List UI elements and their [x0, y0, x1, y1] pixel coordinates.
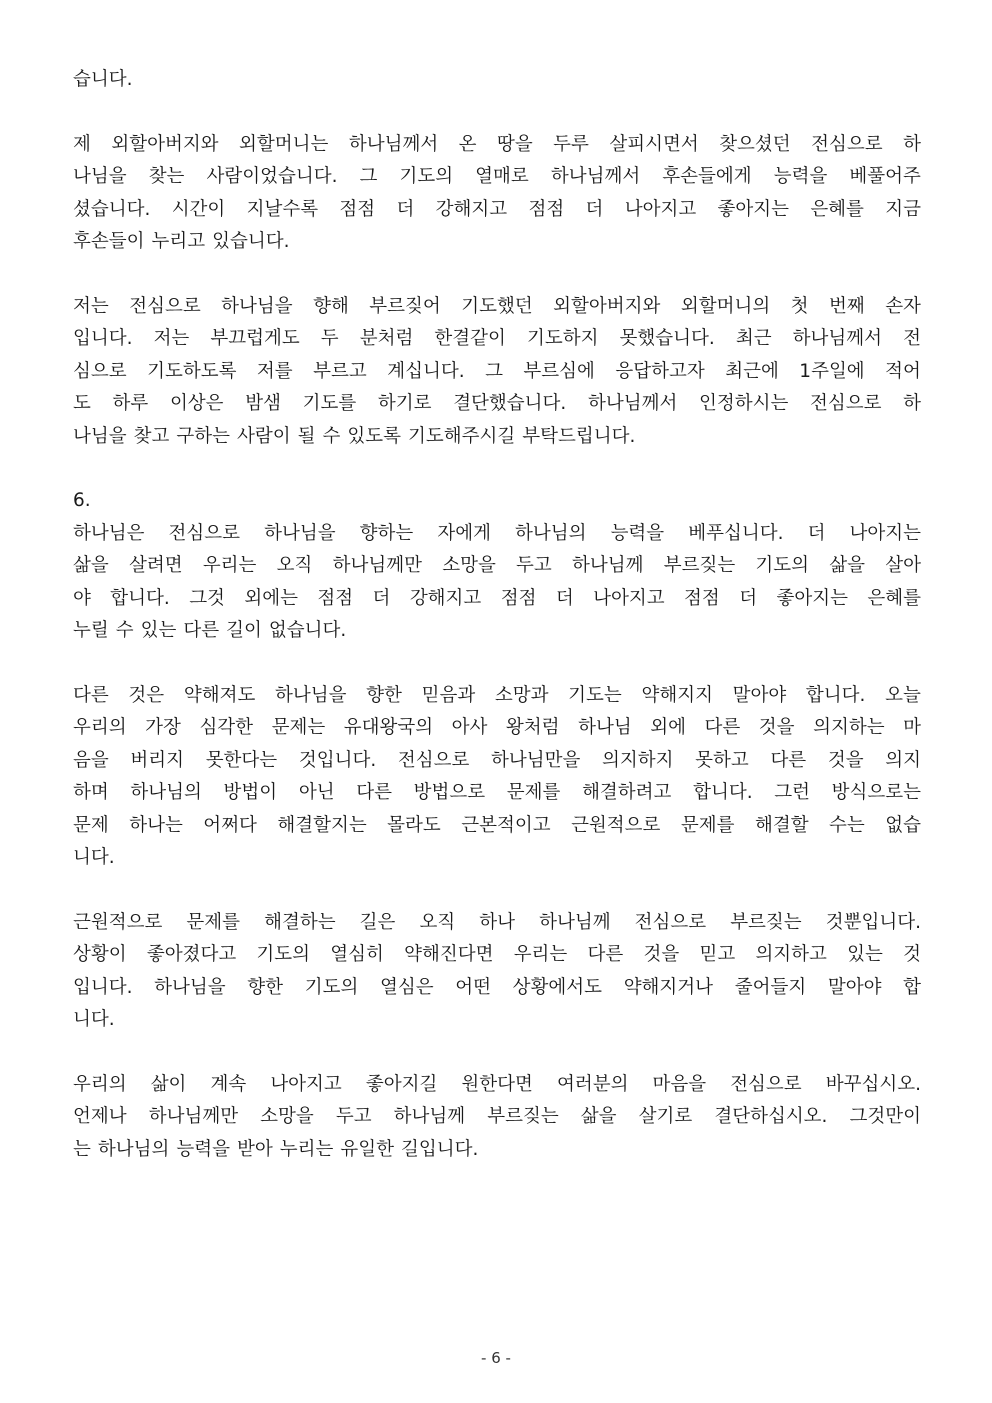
paragraphs-after-section	[73, 518, 921, 1167]
paragraph	[73, 1069, 921, 1167]
text-line: 셨습니다. 시간이 지날수록 점점 더 강해지고 점점 더 나아지고 좋아지는 은혜를 지금	[73, 198, 921, 220]
text-line: 근원적으로 문제를 해결하는 길은 오직 하나 하나님께 전심으로 부르짖는 것뿐입니다.	[73, 911, 921, 933]
text-line: 하나님은 전심으로 하나님을 향하는 자에게 하나님의 능력을 베푸십니다. 더 나아지는	[73, 522, 921, 544]
text-line: 누릴 수 있는 다른 길이 없습니다.	[73, 620, 347, 641]
text-line: 니다.	[73, 847, 115, 868]
text-line: 나님을 찾는 사람이었습니다. 그 기도의 열매로 하나님께서 후손들에게 능력을 베풀어주	[73, 166, 921, 187]
text-line: 언제나 하나님께만 소망을 두고 하나님께 부르짖는 삶을 살기로 결단하십시오. 그것만이	[73, 1106, 921, 1127]
paragraph	[73, 907, 921, 1037]
page-number: - 6 -	[481, 1349, 511, 1367]
text-line: 입니다. 저는 부끄럽게도 두 분처럼 한결같이 기도하지 못했습니다. 최근 하나님께서 전	[73, 328, 921, 349]
document-body	[73, 64, 921, 1198]
text-line: 야 합니다. 그것 외에는 점점 더 강해지고 점점 더 나아지고 점점 더 좋아지는 은혜를	[73, 587, 921, 609]
paragraph	[73, 680, 921, 875]
text-line: 상황이 좋아졌다고 기도의 열심히 약해진다면 우리는 다른 것을 믿고 의지하고 있는 것	[73, 944, 921, 965]
text-line: 하며 하나님의 방법이 아닌 다른 방법으로 문제를 해결하려고 합니다. 그런 방식으로는	[73, 782, 921, 803]
text-line: 우리의 삶이 계속 나아지고 좋아지길 원한다면 여러분의 마음을 전심으로 바꾸십시오.	[73, 1073, 921, 1095]
text-line: 는 하나님의 능력을 받아 누리는 유일한 길입니다.	[73, 1138, 479, 1160]
text-line: 나님을 찾고 구하는 사람이 될 수 있도록 기도해주시길 부탁드립니다.	[73, 425, 636, 447]
text-line: 문제 하나는 어쩌다 해결할지는 몰라도 근본적이고 근원적으로 문제를 해결할 수는 없습	[73, 814, 921, 836]
text-line: 니다.	[73, 1009, 115, 1030]
text-line: 저는 전심으로 하나님을 향해 부르짖어 기도했던 외할아버지와 외할머니의 첫 번째 손자	[73, 295, 921, 317]
text-line: 입니다. 하나님을 향한 기도의 열심은 어떤 상황에서도 약해지거나 줄어들지 말아야 합	[73, 976, 921, 998]
paragraph	[73, 64, 921, 97]
text-line: 삶을 살려면 우리는 오직 하나님께만 소망을 두고 하나님께 부르짖는 기도의 삶을 살아	[73, 555, 921, 576]
paragraph	[73, 129, 921, 259]
text-line: 심으로 기도하도록 저를 부르고 계십니다. 그 부르심에 응답하고자 최근에 1주일에 적어	[73, 360, 921, 382]
section-number: 6.	[73, 490, 91, 511]
text-line: 후손들이 누리고 있습니다.	[73, 231, 290, 252]
paragraph	[73, 518, 921, 648]
text-line: 우리의 가장 심각한 문제는 유대왕국의 아사 왕처럼 하나님 외에 다른 것을 의지하는 마	[73, 717, 921, 738]
paragraph	[73, 291, 921, 454]
text-line: 습니다.	[73, 69, 133, 90]
text-line: 제 외할아버지와 외할머니는 하나님께서 온 땅을 두루 살피시면서 찾으셨던 전심으로 하	[73, 133, 921, 155]
text-line: 다른 것은 약해져도 하나님을 향한 믿음과 소망과 기도는 약해지지 말아야 합니다. 오늘	[73, 684, 921, 706]
text-line: 음을 버리지 못한다는 것입니다. 전심으로 하나님만을 의지하지 못하고 다른 것을 의지	[73, 749, 921, 771]
text-line: 도 하루 이상은 밤샘 기도를 하기로 결단했습니다. 하나님께서 인정하시는 전심으로 하	[73, 393, 921, 414]
paragraphs-before-section	[73, 64, 921, 453]
